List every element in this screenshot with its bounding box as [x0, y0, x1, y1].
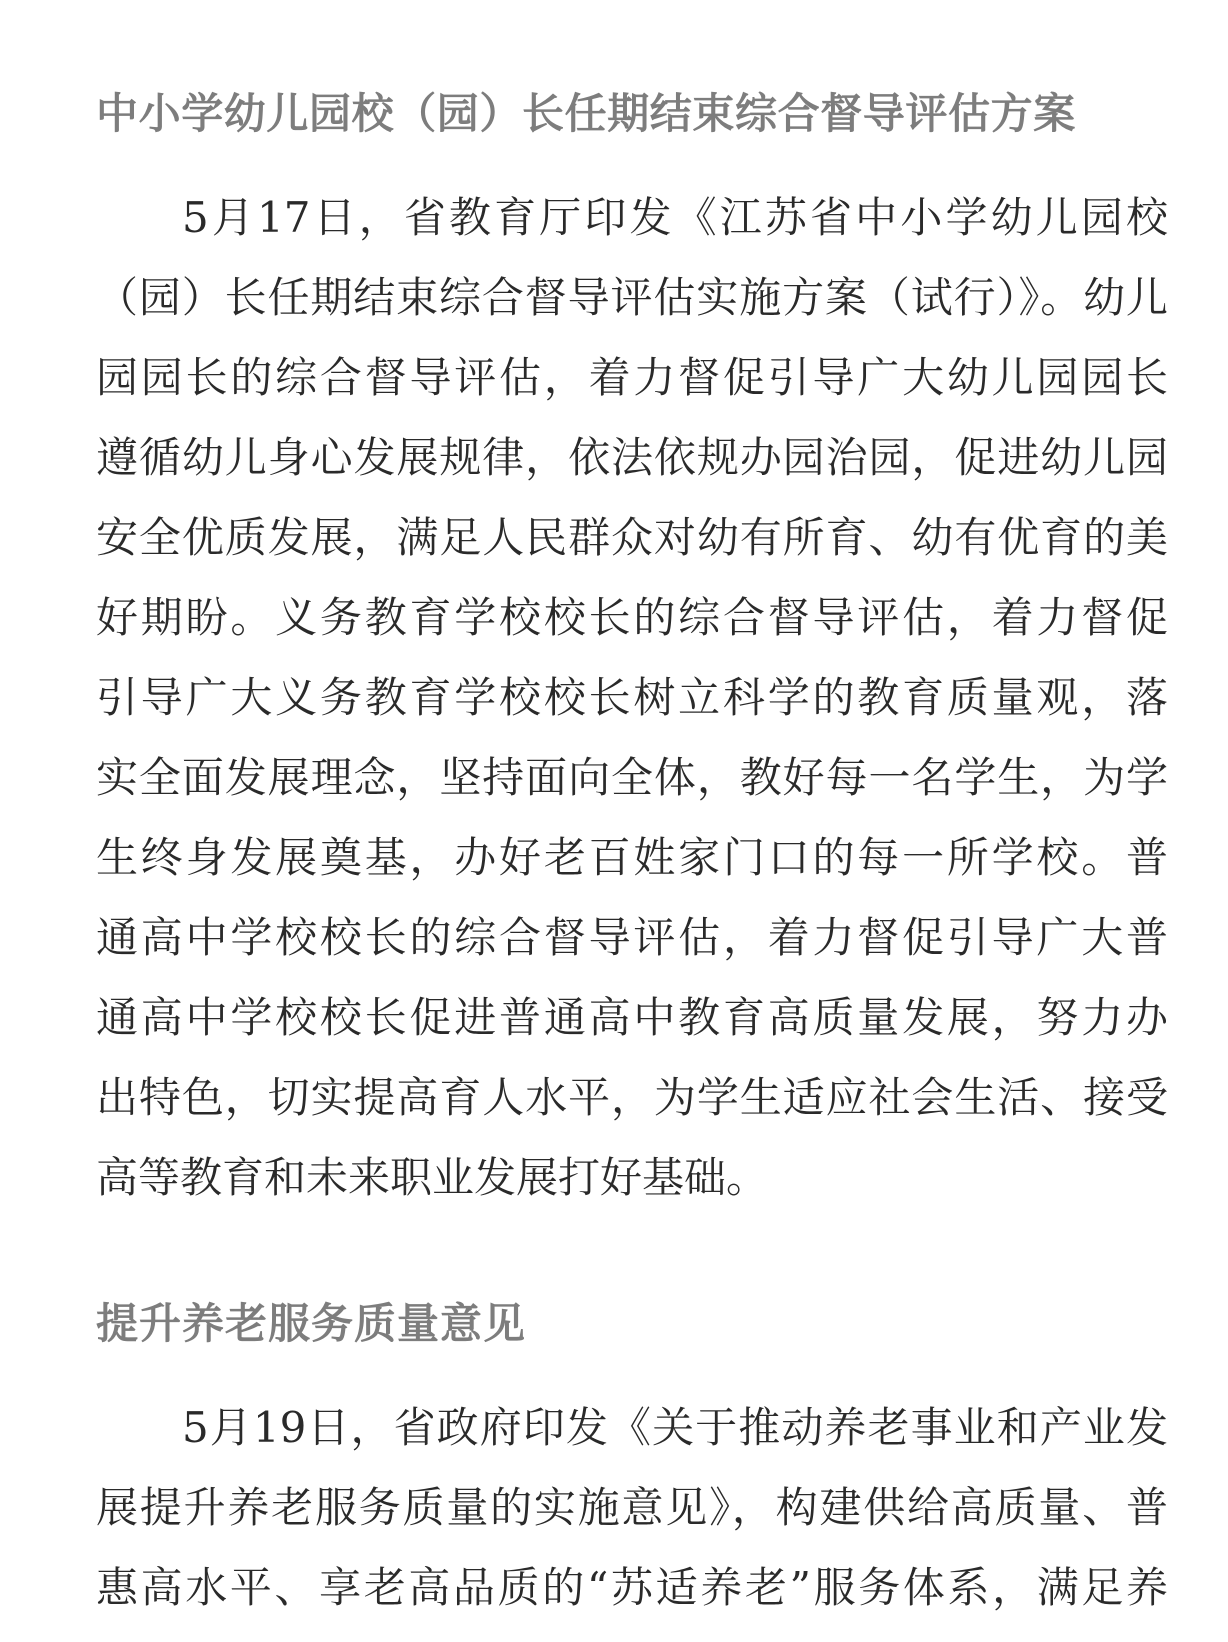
paragraph-principal-evaluation	[96, 178, 1168, 1218]
paragraph-line: 5月19日，省政府印发《关于推动养老事业和产业发	[182, 1403, 1168, 1452]
paragraph-line: 5月17日，省教育厅印发《江苏省中小学幼儿园校	[182, 193, 1168, 242]
paragraph-line: 园园长的综合督导评估，着力督促引导广大幼儿园园长	[96, 353, 1168, 402]
paragraph-line: 实全面发展理念，坚持面向全体，教好每一名学生，为学	[96, 753, 1168, 802]
paragraph-line: 惠高水平、享老高品质的“苏适养老”服务体系，满足养	[96, 1563, 1168, 1612]
paragraph-line: 生终身发展奠基，办好老百姓家门口的每一所学校。普	[96, 833, 1168, 882]
paragraph-line: 通高中学校校长促进普通高中教育高质量发展，努力办	[96, 993, 1168, 1042]
paragraph-line: （园）长任期结束综合督导评估实施方案（试行）》。幼儿	[96, 273, 1168, 322]
paragraph-line: 高等教育和未来职业发展打好基础。	[96, 1153, 769, 1202]
paragraph-line: 遵循幼儿身心发展规律，依法依规办园治园，促进幼儿园	[96, 433, 1168, 482]
section-title-elderly-care: 提升养老服务质量意见	[96, 1299, 527, 1348]
paragraph-line: 好期盼。义务教育学校校长的综合督导评估，着力督促	[96, 593, 1168, 642]
paragraph-line: 展提升养老服务质量的实施意见》，构建供给高质量、普	[96, 1483, 1168, 1532]
section-title-principal-evaluation: 中小学幼儿园校（园）长任期结束综合督导评估方案	[96, 89, 1076, 138]
paragraph-line: 通高中学校校长的综合督导评估，着力督促引导广大普	[96, 913, 1168, 962]
paragraph-elderly-care	[96, 1388, 1168, 1628]
paragraph-line: 出特色，切实提高育人水平，为学生适应社会生活、接受	[96, 1073, 1168, 1122]
paragraph-line: 引导广大义务教育学校校长树立科学的教育质量观，落	[96, 673, 1168, 722]
paragraph-line: 安全优质发展，满足人民群众对幼有所育、幼有优育的美	[96, 513, 1168, 562]
